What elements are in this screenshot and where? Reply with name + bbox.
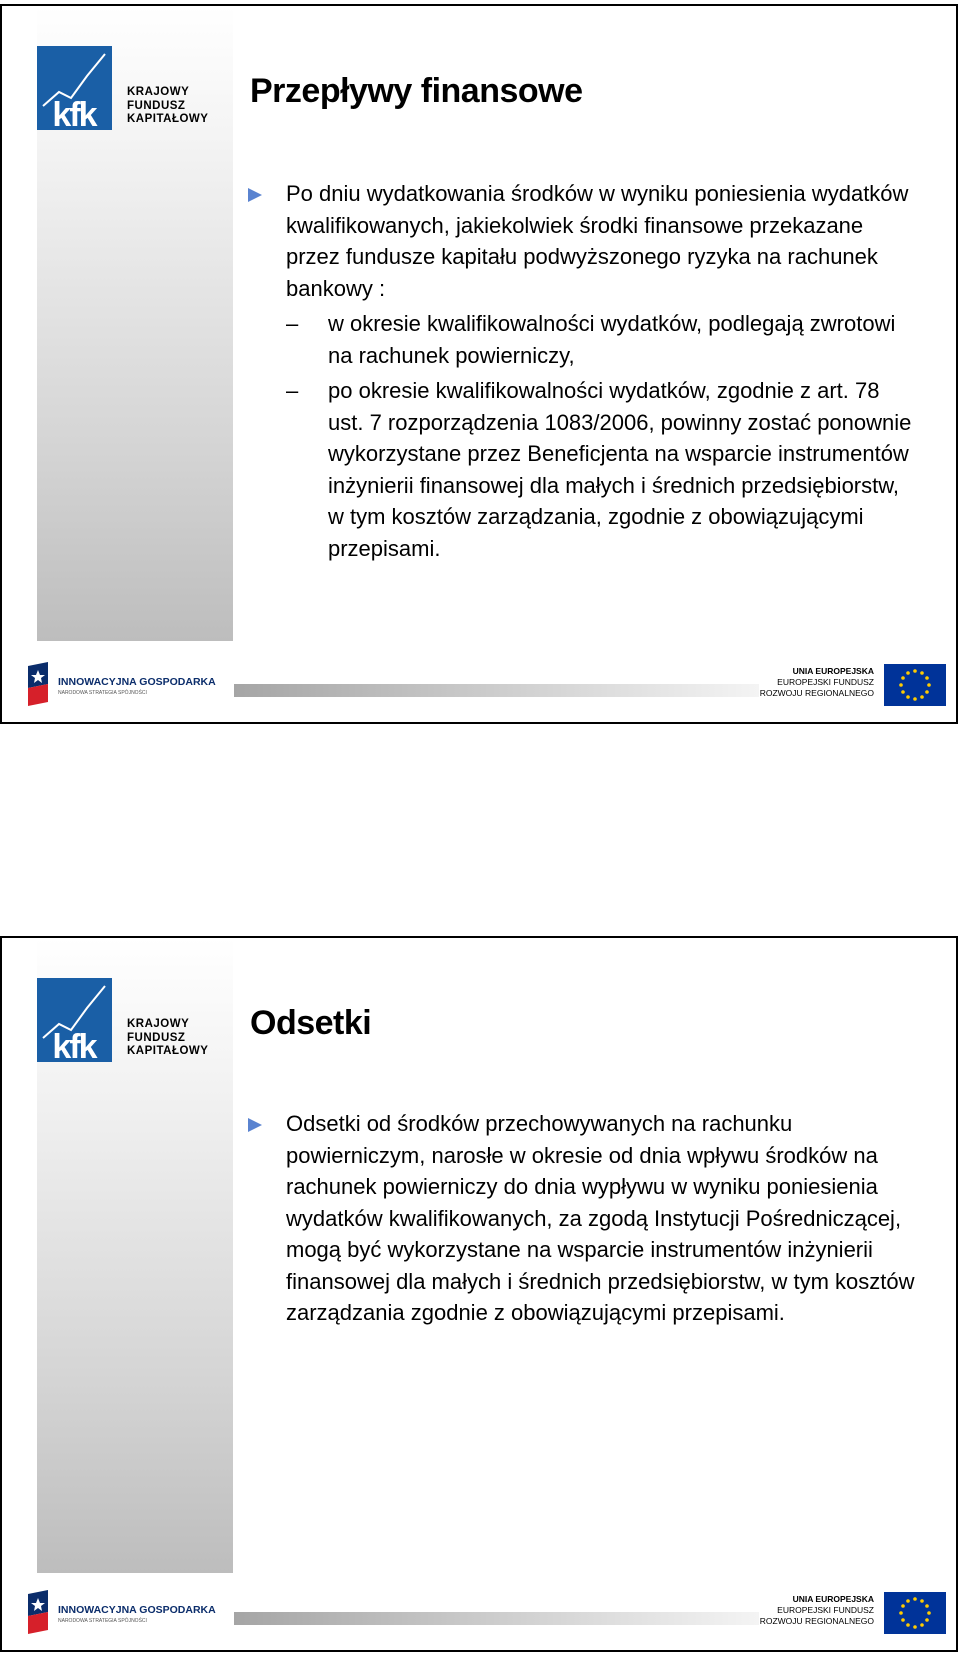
ue-line: UNIA EUROPEJSKA bbox=[792, 1594, 874, 1604]
slide-title: Przepływy finansowe bbox=[250, 72, 583, 110]
kfk-logo bbox=[37, 978, 233, 1066]
ue-line: ROZWOJU REGIONALNEGO bbox=[759, 688, 874, 698]
slide-footer bbox=[2, 1584, 956, 1646]
slide-przeplywy-finansowe bbox=[0, 4, 958, 724]
ig-title: INNOWACYJNA GOSPODARKA bbox=[58, 1604, 216, 1616]
footer-gradient-bar bbox=[234, 1612, 759, 1625]
kfk-line: KRAJOWY bbox=[127, 1018, 190, 1030]
kfk-line: KRAJOWY bbox=[127, 86, 190, 98]
ig-flag-icon bbox=[26, 662, 50, 706]
sub-item-text: w okresie kwalifikowalności wydatków, podlegają zwrotowi na rachunek powierniczy, bbox=[328, 311, 896, 368]
ue-line: EUROPEJSKI FUNDUSZ bbox=[777, 1605, 874, 1615]
kfk-line: KAPITAŁOWY bbox=[127, 1045, 209, 1057]
bullet-arrow-icon bbox=[248, 1118, 262, 1132]
slide-content bbox=[248, 1108, 916, 1329]
kfk-line: FUNDUSZ bbox=[127, 99, 186, 112]
innowacyjna-gospodarka-logo bbox=[26, 1590, 226, 1634]
slide-content bbox=[248, 178, 916, 564]
bullet-arrow-icon bbox=[248, 188, 262, 202]
ue-line: EUROPEJSKI FUNDUSZ bbox=[777, 677, 874, 687]
slide-odsetki bbox=[0, 936, 958, 1652]
ue-line: UNIA EUROPEJSKA bbox=[792, 666, 874, 676]
footer-gradient-bar bbox=[234, 684, 759, 697]
slide-footer bbox=[2, 656, 956, 718]
kfk-line: FUNDUSZ bbox=[127, 1031, 186, 1044]
ig-flag-icon bbox=[26, 1590, 50, 1634]
kfk-logo-mark-icon bbox=[37, 46, 112, 130]
ue-logo-text bbox=[760, 666, 874, 699]
svg-text:kfk: kfk bbox=[52, 1028, 96, 1062]
kfk-logo bbox=[37, 46, 233, 134]
eu-flag-icon bbox=[884, 1592, 946, 1634]
eu-flag-icon bbox=[884, 664, 946, 706]
ig-subtitle: NARODOWA STRATEGIA SPÓJNOŚCI bbox=[58, 690, 147, 696]
kfk-line: KAPITAŁOWY bbox=[127, 113, 209, 125]
sub-item bbox=[248, 375, 916, 564]
sub-item-text: po okresie kwalifikowalności wydatków, zgodnie z art. 78 ust. 7 rozporządzenia 1083/2006, powinny zostać ponownie wykorzystane przez Beneficjenta na wsparcie instrumentów inżynierii finansowej dla małych i średnich przedsiębiorstw, w tym kosztów zarządzania, zgodnie z obowiązującymi przepisami. bbox=[328, 378, 912, 561]
kfk-logo-text bbox=[127, 1018, 208, 1059]
bullet-item bbox=[248, 178, 916, 304]
sub-item bbox=[248, 308, 916, 371]
dash-icon: – bbox=[286, 378, 299, 403]
kfk-logo-mark-icon bbox=[37, 978, 112, 1062]
ig-title: INNOWACYJNA GOSPODARKA bbox=[58, 676, 216, 688]
ue-line: ROZWOJU REGIONALNEGO bbox=[759, 1616, 874, 1626]
kfk-logo-text bbox=[127, 86, 208, 127]
bullet-text: Po dniu wydatkowania środków w wyniku poniesienia wydatków kwalifikowanych, jakiekolwiek środki finansowe przekazane przez fundusze kapitału podwyższonego ryzyka na rachunek bankowy : bbox=[286, 181, 909, 301]
innowacyjna-gospodarka-logo bbox=[26, 662, 226, 706]
slide-title: Odsetki bbox=[250, 1004, 372, 1042]
ig-subtitle: NARODOWA STRATEGIA SPÓJNOŚCI bbox=[58, 1618, 147, 1624]
dash-icon: – bbox=[286, 311, 299, 336]
svg-text:kfk: kfk bbox=[52, 96, 96, 130]
bullet-item bbox=[248, 1108, 916, 1329]
bullet-text: Odsetki od środków przechowywanych na rachunku powierniczym, narosłe w okresie od dnia wpływu środków na rachunek powierniczy do dnia wypływu w wyniku poniesienia wydatków kwalifikowanych, za zgodą Instytucji Pośredniczącej, mogą być wykorzystane na wsparcie instrumentów inżynierii finansowej dla małych i średnich przedsiębiorstw, w tym kosztów zarządzania zgodnie z obowiązującymi przepisami. bbox=[286, 1111, 915, 1325]
ue-logo-text bbox=[760, 1594, 874, 1627]
